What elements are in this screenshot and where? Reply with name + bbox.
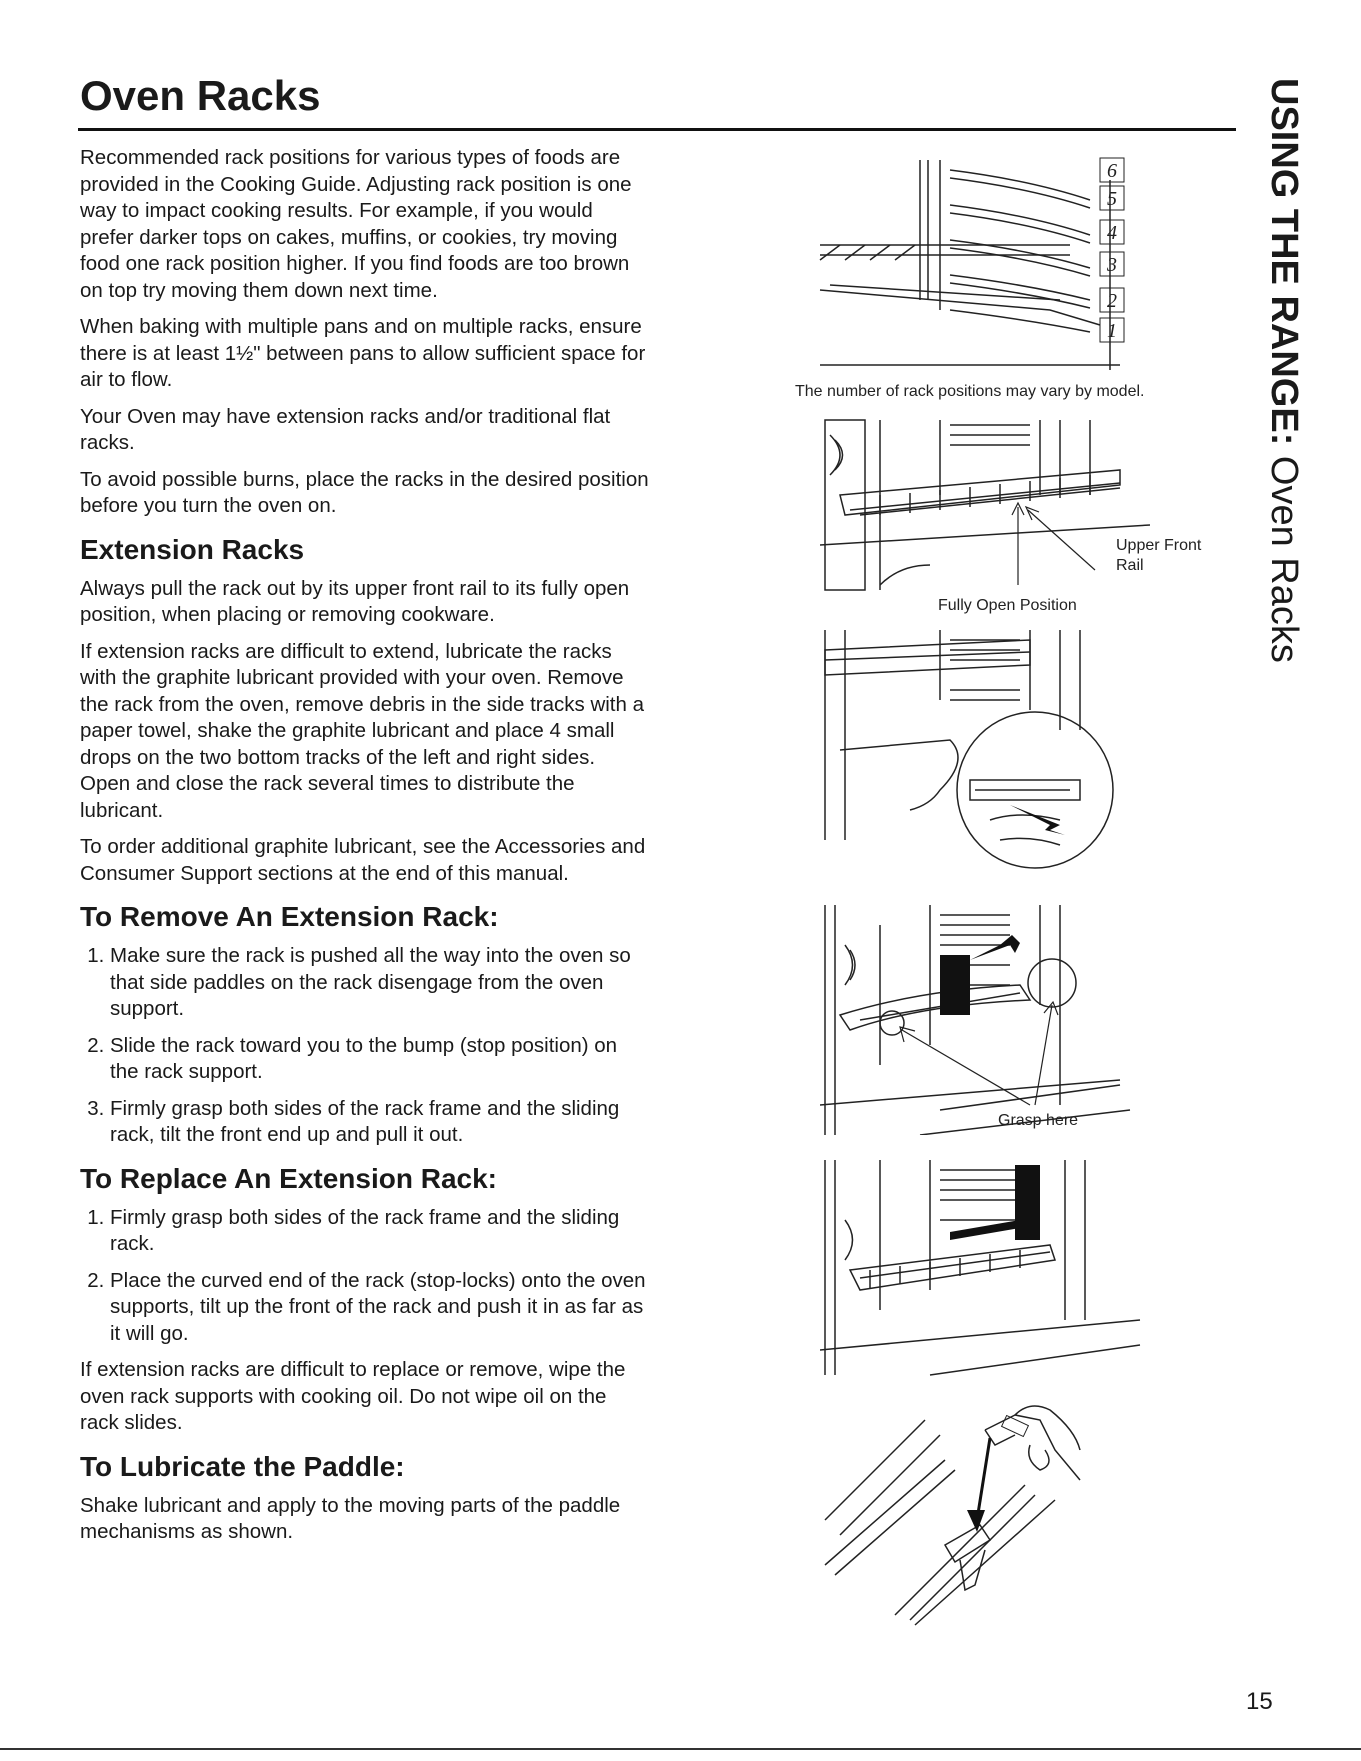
grasp-rack-illustration	[820, 905, 1140, 1135]
rack-positions-illustration	[800, 150, 1160, 380]
side-title-light: Oven Racks	[1263, 445, 1305, 663]
rack-positions-caption: The number of rack positions may vary by model.	[795, 383, 1145, 400]
replace-step: 1. Firmly grasp both sides of the rack frame and the sliding rack.	[110, 1205, 650, 1258]
extension-paragraph-3: To order additional graphite lubricant, see the Accessories and Consumer Support sections at the end of this manual.	[80, 835, 646, 885]
bottom-rule	[0, 1748, 1361, 1750]
extension-paragraph-2: If extension racks are difficult to extend, lubricate the racks with the graphite lubricant provided with your oven. Remove the rack from the oven, remove debris in the side tracks with a paper towel, shake the graphite lubricant and place 4 small drops on the two bottom tracks of the left and right sides. Open and close the rack several times to distribute the lubricant.	[80, 639, 645, 822]
replace-step: 2. Place the curved end of the rack (stop-locks) onto the oven supports, tilt up the front of the rack and push it in as far as it will go.	[110, 1268, 650, 1348]
upper-front-rail-label-2: Rail	[1116, 557, 1144, 574]
replace-rack-illustration	[820, 1160, 1150, 1380]
rack-position-label: 1	[1107, 320, 1117, 342]
rack-position-label: 3	[1107, 254, 1117, 276]
fully-open-position-label: Fully Open Position	[938, 597, 1077, 614]
intro-paragraph-3: Your Oven may have extension racks and/or traditional flat racks.	[80, 404, 611, 454]
intro-paragraph-1: Recommended rack positions for various types of foods are provided in the Cooking Guide. Adjusting rack position is one way to impact cooking results. For example, if you would prefer darker tops on cakes, muffins, or cookies, try moving food one rack position higher. If you find foods are too brown on top try moving them down next time.	[80, 146, 632, 302]
rack-paddle-closeup-illustration	[820, 630, 1120, 890]
lubricate-heading: To Lubricate the Paddle:	[80, 1450, 405, 1482]
lubricate-paragraph: Shake lubricant and apply to the moving parts of the paddle mechanisms as shown.	[80, 1493, 621, 1543]
extension-paragraph-1: Always pull the rack out by its upper front rail to its fully open position, when placing or removing cookware.	[80, 576, 630, 626]
section-side-title	[1264, 78, 1304, 798]
remove-steps-list	[80, 943, 650, 1149]
main-text-column	[80, 145, 650, 1556]
title-rule	[78, 128, 1236, 131]
replace-note: If extension racks are difficult to replace or remove, wipe the oven rack supports with cooking oil. Do not wipe oil on the rack slides.	[80, 1358, 626, 1434]
page-title: Oven Racks	[80, 72, 321, 119]
rack-position-label: 5	[1107, 188, 1117, 210]
remove-step: 2. Slide the rack toward you to the bump (stop position) on the rack support.	[110, 1033, 650, 1086]
replace-rack-heading: To Replace An Extension Rack:	[80, 1162, 497, 1194]
intro-paragraph-2: When baking with multiple pans and on multiple racks, ensure there is at least 1½" between pans to allow sufficient space for air to flow.	[80, 315, 646, 391]
rack-position-label: 6	[1107, 160, 1117, 182]
fully-open-illustration	[820, 415, 1150, 595]
intro-paragraph-4: To avoid possible burns, place the racks in the desired position before you turn the oven on.	[80, 467, 649, 517]
remove-rack-heading: To Remove An Extension Rack:	[80, 901, 499, 932]
remove-step: 1. Make sure the rack is pushed all the way into the oven so that side paddles on the rack disengage from the oven support.	[110, 943, 650, 1023]
rack-position-label: 2	[1107, 290, 1117, 312]
rack-position-label: 4	[1107, 222, 1117, 244]
grasp-here-label: Grasp here	[998, 1112, 1079, 1129]
page-number: 15	[1246, 1688, 1273, 1715]
remove-step: 3. Firmly grasp both sides of the rack frame and the sliding rack, tilt the front end up and pull it out.	[110, 1096, 650, 1149]
replace-steps-list	[80, 1205, 650, 1348]
extension-racks-heading: Extension Racks	[80, 533, 305, 565]
upper-front-rail-label-1: Upper Front	[1116, 537, 1202, 554]
lubricate-paddle-illustration	[815, 1390, 1135, 1630]
side-title-bold: USING THE RANGE:	[1263, 78, 1305, 446]
